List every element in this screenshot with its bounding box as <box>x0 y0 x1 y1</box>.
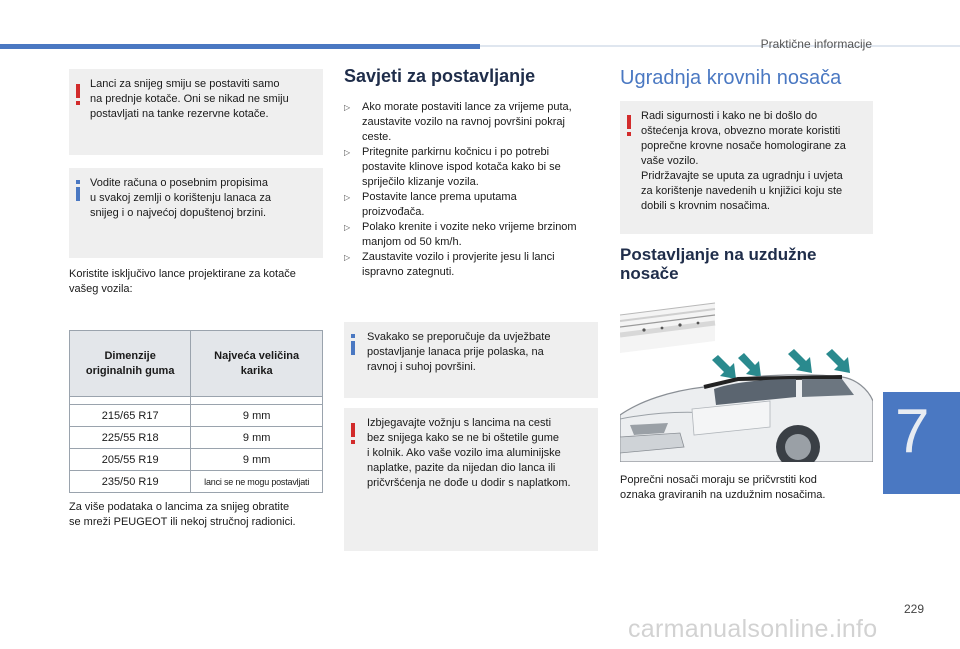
info-text-practice: Svakako se preporučuje da uvježbate postavljanje lanaca prije polaska, na ravnoj i suhoj površini. <box>367 331 551 373</box>
roof-bar-illustration <box>620 297 873 462</box>
table-row <box>70 427 323 449</box>
table-cell-link: 9 mm <box>191 427 323 449</box>
chapter-number: 7 <box>895 397 930 466</box>
roof-rail-closeup <box>620 303 715 353</box>
arrow-icon <box>738 353 761 377</box>
arrow-icon <box>712 355 736 379</box>
list-item: ▷ Zaustavite vozilo i provjerite jesu li lanci ispravno zategnuti. <box>344 251 555 278</box>
intro-paragraph: Koristite isključivo lance projektirane za kotače vašeg vozila: <box>69 268 296 295</box>
roof-caption: Poprečni nosači moraju se pričvrstiti kod oznaka graviranih na uzdužnim nosačima. <box>620 474 826 501</box>
top-accent-bar <box>0 44 480 49</box>
heading-roof-bars: Ugradnja krovnih nosača <box>620 67 842 89</box>
table-row <box>70 471 323 493</box>
bullet-triangle-icon: ▷ <box>344 223 351 232</box>
section-title: Praktične informacije <box>760 37 872 51</box>
outro-paragraph: Za više podataka o lancima za snijeg obratite se mreži PEUGEOT ili nekoj stručnoj radionici. <box>69 501 296 528</box>
page-number: 229 <box>904 602 925 616</box>
warning-text-no-snow: Izbjegavajte vožnju s lancima na cesti bez snijega kako se ne bi oštetile gume i kolnik. Ako vaše vozilo ima aluminijske naplatke, pazite da nijedan dio lanca ili pričvršćenja ne dođe u dodir s naplatkom. <box>367 417 571 489</box>
bullet-triangle-icon: ▷ <box>344 193 351 202</box>
table-cell-tyre: 225/55 R18 <box>70 427 191 449</box>
car-silhouette <box>620 375 873 462</box>
table-cell-tyre: 215/65 R17 <box>70 405 191 427</box>
heading-fitting-advice: Savjeti za postavljanje <box>344 66 536 86</box>
mount-point-arrows <box>712 349 850 379</box>
table-header-link: Najveća veličina karika <box>191 331 323 397</box>
chain-size-table <box>69 330 323 493</box>
table-cell-tyre: 205/55 R19 <box>70 449 191 471</box>
list-item: ▷ Postavite lance prema uputama proizvođača. <box>344 191 517 218</box>
table-cell-link: 9 mm <box>191 449 323 471</box>
list-item: ▷ Pritegnite parkirnu kočnicu i po potrebi postavite klinove ispod kotača kako bi se spriječilo klizanje vozila. <box>344 146 561 188</box>
table-header-row <box>70 331 323 397</box>
advice-list <box>344 100 600 280</box>
table-header-tyre: Dimenzije originalnih guma <box>70 331 191 397</box>
info-text-regulations: Vodite računa o posebnim propisima u svakoj zemlji o korištenju lanaca za snijeg i o najvećoj dopuštenoj brzini. <box>90 177 271 219</box>
warning-text-chains-front: Lanci za snijeg smiju se postaviti samo na prednje kotače. Oni se nikad ne smiju postavljati na tanke rezervne kotače. <box>90 78 289 120</box>
table-cell-link: lanci se ne mogu postavljati <box>191 471 323 493</box>
table-cell-link: 9 mm <box>191 405 323 427</box>
list-item: ▷ Ako morate postaviti lance za vrijeme puta, zaustavite vozilo na ravnoj površini pokraj ceste. <box>344 101 572 143</box>
arrow-icon <box>788 349 812 373</box>
arrow-icon <box>826 349 850 373</box>
top-divider-line <box>480 45 960 47</box>
table-row <box>70 449 323 471</box>
heading-longitudinal-bars: Postavljanje na uzdužne nosače <box>620 245 817 283</box>
table-spacer-row <box>70 397 323 405</box>
bullet-triangle-icon: ▷ <box>344 253 351 262</box>
bullet-triangle-icon: ▷ <box>344 103 351 112</box>
table-cell-tyre: 235/50 R19 <box>70 471 191 493</box>
bullet-triangle-icon: ▷ <box>344 148 351 157</box>
warning-text-roof: Radi sigurnosti i kako ne bi došlo do oštećenja krova, obvezno morate koristiti poprečne krovne nosače homologirane za vaše vozilo. Pridržavajte se uputa za ugradnju i uvjeta za korištenje navedenih u knjižici koju ste dobili s krovnim nosačima. <box>641 110 846 212</box>
table-row <box>70 405 323 427</box>
list-item: ▷ Polako krenite i vozite neko vrijeme brzinom manjom od 50 km/h. <box>344 221 577 248</box>
watermark: carmanualsonline.info <box>628 615 878 643</box>
